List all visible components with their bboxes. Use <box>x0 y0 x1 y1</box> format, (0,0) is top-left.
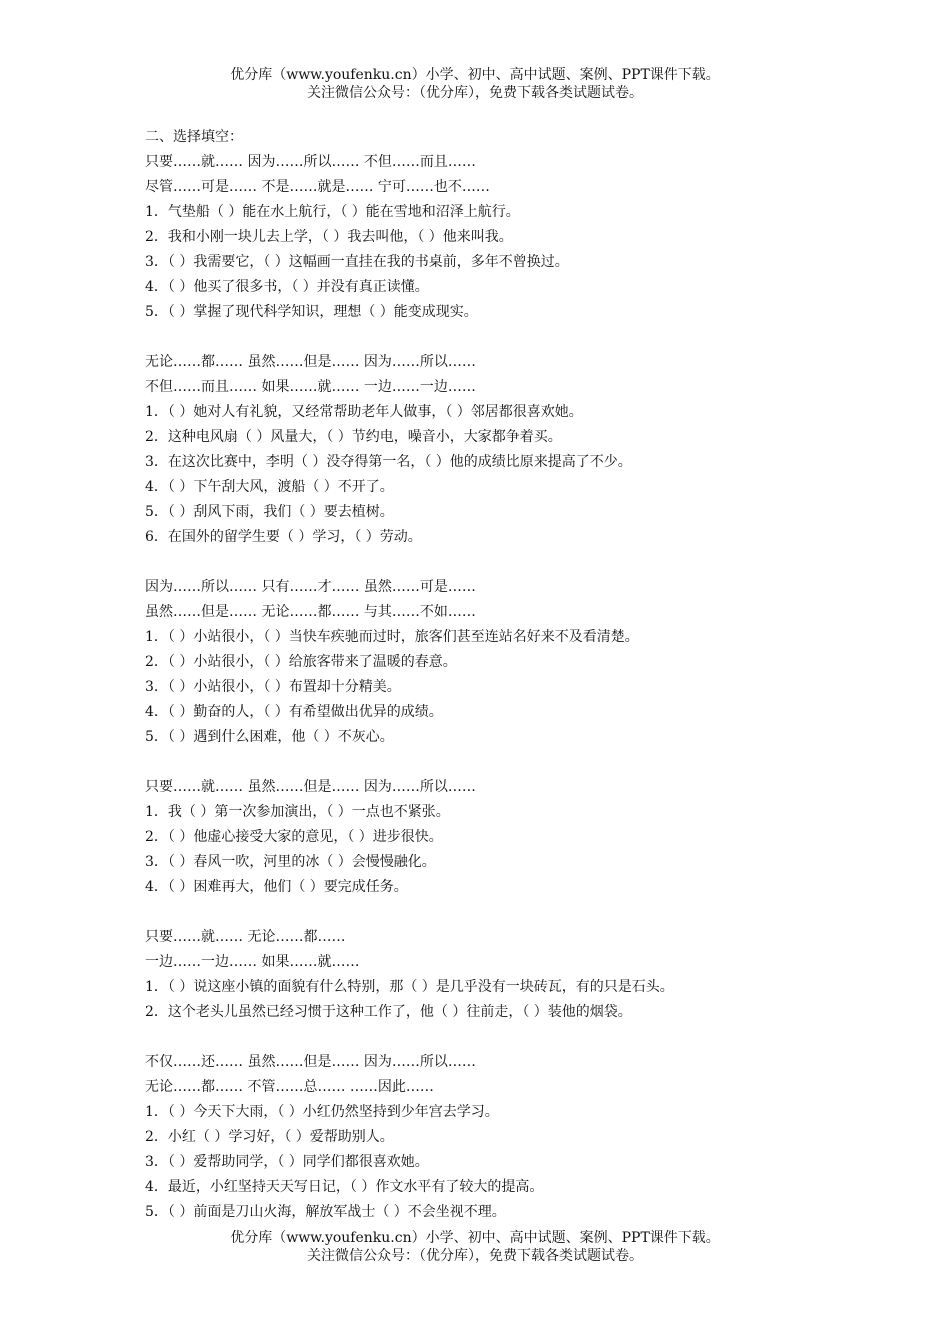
question-item: 1．我（ ）第一次参加演出，（ ）一点也不紧张。 <box>145 804 450 820</box>
page-header <box>0 66 950 102</box>
worksheet-body <box>145 125 845 1225</box>
spacer <box>145 900 845 925</box>
option-line: 只要……就…… 无论……都…… <box>145 929 346 945</box>
question-item: 2．这个老头儿虽然已经习惯于这种工作了，他（ ）往前走，（ ）装他的烟袋。 <box>145 1004 632 1020</box>
footer-line-2: 关注微信公众号：（优分库），免费下载各类试题试卷。 <box>307 1248 643 1264</box>
question-item: 1．（ ）小站很小，（ ）当快车疾驰而过时，旅客们甚至连站名好来不及看清楚。 <box>145 629 639 645</box>
question-item: 1．（ ）说这座小镇的面貌有什么特别，那（ ）是几乎没有一块砖瓦，有的只是石头。 <box>145 979 674 995</box>
question-item: 2．（ ）他虚心接受大家的意见，（ ）进步很快。 <box>145 829 443 845</box>
question-item: 5．（ ）前面是刀山火海，解放军战士（ ）不会坐视不理。 <box>145 1204 506 1220</box>
question-item: 6．在国外的留学生要（ ）学习，（ ）劳动。 <box>145 529 422 545</box>
option-line: 无论……都…… 不管……总…… ……因此…… <box>145 1079 434 1095</box>
question-item: 5．（ ）遇到什么困难，他（ ）不灰心。 <box>145 729 394 745</box>
option-line: 一边……一边…… 如果……就…… <box>145 954 360 970</box>
question-item: 3．（ ）我需要它，（ ）这幅画一直挂在我的书桌前，多年不曾换过。 <box>145 254 569 270</box>
option-line: 不仅……还…… 虽然……但是…… 因为……所以…… <box>145 1054 476 1070</box>
question-group <box>145 1050 845 1225</box>
option-line: 虽然……但是…… 无论……都…… 与其……不如…… <box>145 604 476 620</box>
question-group <box>145 350 845 550</box>
header-line-2: 关注微信公众号：（优分库），免费下载各类试题试卷。 <box>307 85 643 101</box>
spacer <box>145 1025 845 1050</box>
section-title: 二、选择填空： <box>145 129 243 145</box>
option-line: 因为……所以…… 只有……才…… 虽然……可是…… <box>145 579 476 595</box>
option-line: 只要……就…… 虽然……但是…… 因为……所以…… <box>145 779 476 795</box>
question-item: 1．气垫船（ ）能在水上航行，（ ）能在雪地和沼泽上航行。 <box>145 204 520 220</box>
option-line: 只要……就…… 因为……所以…… 不但……而且…… <box>145 154 476 170</box>
question-item: 4．（ ）下午刮大风，渡船（ ）不开了。 <box>145 479 394 495</box>
option-line: 无论……都…… 虽然……但是…… 因为……所以…… <box>145 354 476 370</box>
question-item: 5．（ ）掌握了现代科学知识，理想（ ）能变成现实。 <box>145 304 478 320</box>
question-item: 3．（ ）爱帮助同学，（ ）同学们都很喜欢她。 <box>145 1154 429 1170</box>
option-line: 尽管……可是…… 不是……就是…… 宁可……也不…… <box>145 179 490 195</box>
spacer <box>145 750 845 775</box>
question-item: 2．这种电风扇（ ）风量大，（ ）节约电，噪音小，大家都争着买。 <box>145 429 562 445</box>
question-item: 5．（ ）刮风下雨，我们（ ）要去植树。 <box>145 504 394 520</box>
spacer <box>145 550 845 575</box>
question-item: 2．（ ）小站很小，（ ）给旅客带来了温暖的春意。 <box>145 654 457 670</box>
footer-line-1: 优分库（www.youfenku.cn）小学、初中、高中试题、案例、PPT课件下载。 <box>230 1230 720 1246</box>
question-item: 1．（ ）她对人有礼貌，又经常帮助老年人做事，（ ）邻居都很喜欢她。 <box>145 404 583 420</box>
question-item: 4．（ ）他买了很多书，（ ）并没有真正读懂。 <box>145 279 429 295</box>
question-item: 2．小红（ ）学习好，（ ）爱帮助别人。 <box>145 1129 394 1145</box>
spacer <box>145 325 845 350</box>
question-item: 3．（ ）春风一吹，河里的冰（ ）会慢慢融化。 <box>145 854 436 870</box>
question-item: 4．最近，小红坚持天天写日记，（ ）作文水平有了较大的提高。 <box>145 1179 544 1195</box>
header-line-1: 优分库（www.youfenku.cn）小学、初中、高中试题、案例、PPT课件下载。 <box>230 67 720 83</box>
question-item: 4．（ ）勤奋的人，（ ）有希望做出优异的成绩。 <box>145 704 443 720</box>
question-item: 4．（ ）困难再大，他们（ ）要完成任务。 <box>145 879 408 895</box>
question-item: 3．在这次比赛中，李明（ ）没夺得第一名，（ ）他的成绩比原来提高了不少。 <box>145 454 632 470</box>
option-line: 不但……而且…… 如果……就…… 一边……一边…… <box>145 379 476 395</box>
question-group <box>145 925 845 1025</box>
question-item: 1．（ ）今天下大雨，（ ）小红仍然坚持到少年宫去学习。 <box>145 1104 499 1120</box>
question-item: 3．（ ）小站很小，（ ）布置却十分精美。 <box>145 679 401 695</box>
question-group <box>145 150 845 325</box>
question-group <box>145 575 845 750</box>
page-footer <box>0 1229 950 1265</box>
question-group <box>145 775 845 900</box>
question-item: 2．我和小刚一块儿去上学，（ ）我去叫他，（ ）他来叫我。 <box>145 229 513 245</box>
